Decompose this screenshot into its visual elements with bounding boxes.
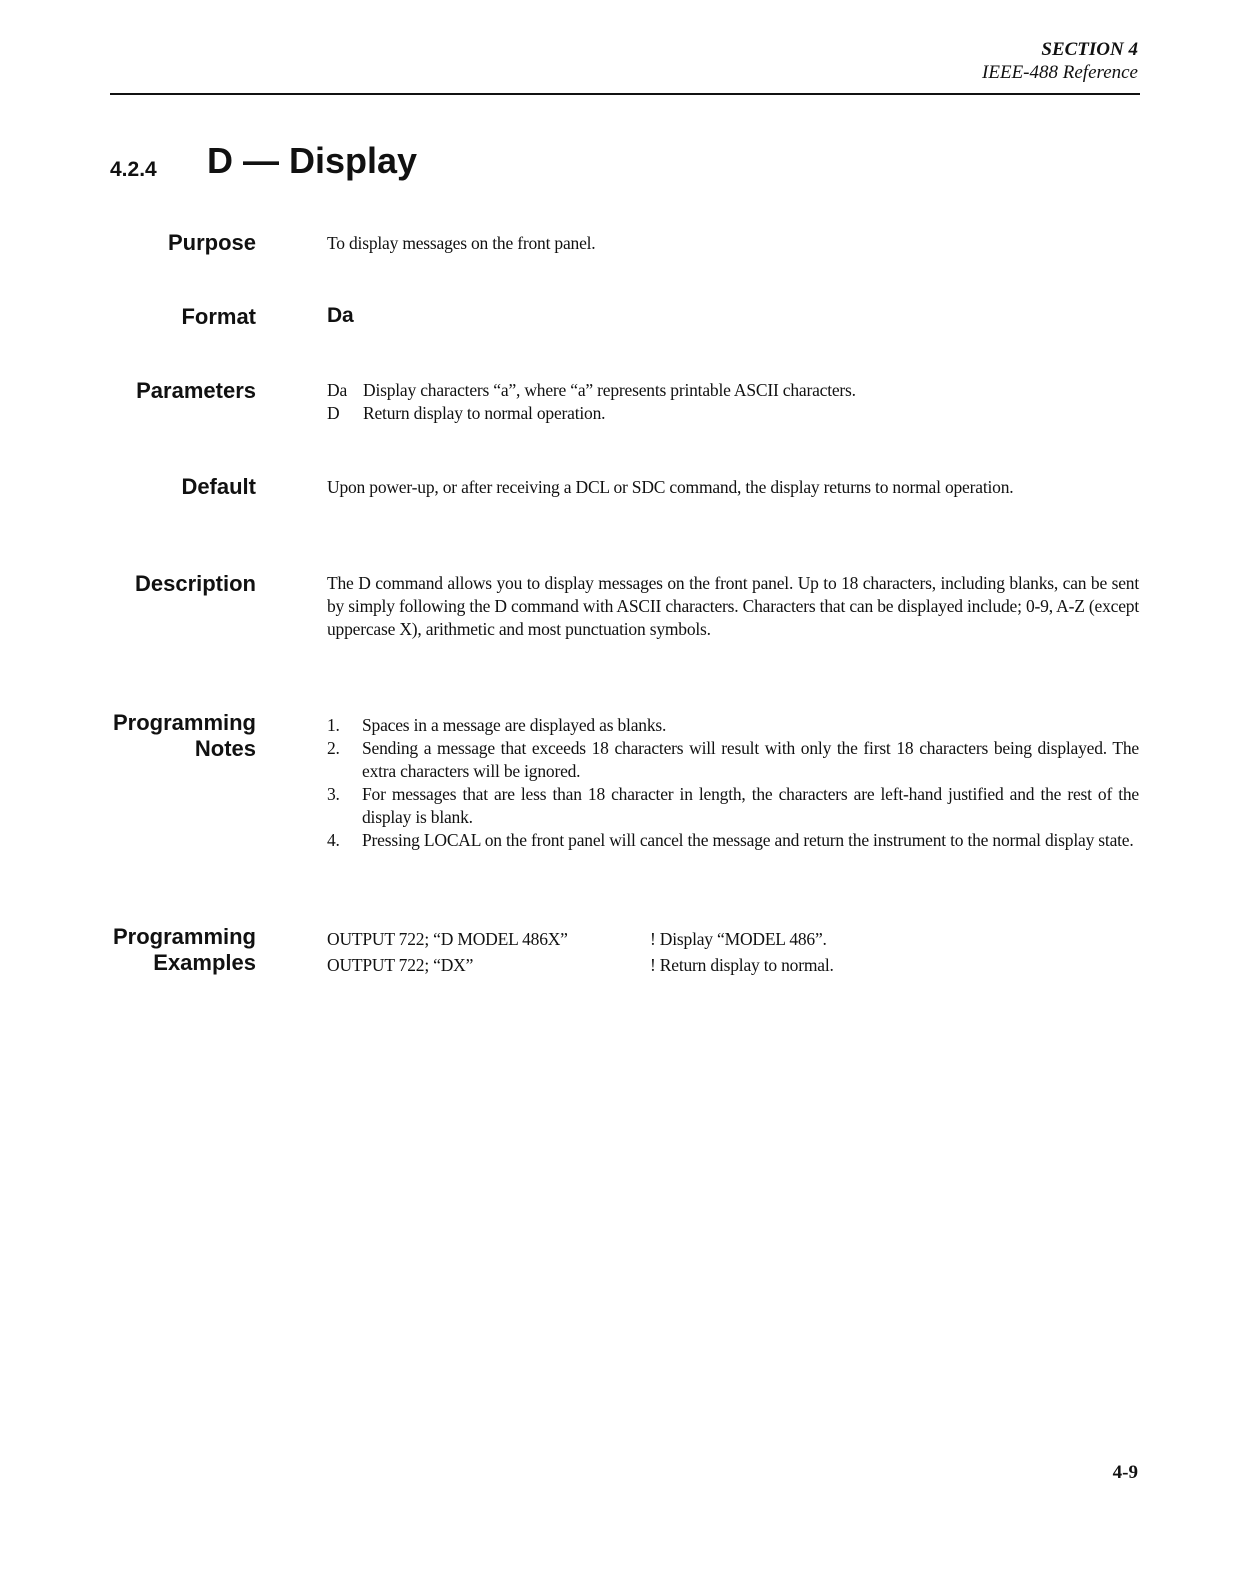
parameter-key: D [327,403,340,423]
programming-notes-label-line2: Notes [194,736,256,761]
example-code: OUTPUT 722; “DX” [327,955,474,975]
note-number: 4. [327,830,340,850]
note-item [327,737,1139,783]
note-text: Spaces in a message are displayed as blanks. [362,715,667,735]
example-line [327,954,1139,977]
header-rule [110,93,1140,95]
note-number: 2. [327,738,340,758]
parameter-item [327,379,1139,402]
programming-notes-list [327,714,1139,852]
note-text: Sending a message that exceeds 18 characters will result with only the first 18 characters being displayed. The extra characters will be ignored. [362,738,1139,781]
programming-notes-label-line1: Programming [112,710,256,735]
parameter-text: Return display to normal operation. [363,403,606,423]
parameter-item [327,402,1139,425]
example-comment: ! Display “MODEL 486”. [650,929,827,949]
format-label: Format [181,304,256,329]
example-line [327,928,1139,951]
parameters-label: Parameters [136,378,256,403]
note-number: 3. [327,784,340,804]
programming-examples-label-line1: Programming [112,924,256,949]
header-subtitle: IEEE-488 Reference [982,62,1138,83]
parameter-text: Display characters “a”, where “a” represents printable ASCII characters. [363,380,856,400]
programming-examples-label [16,924,256,976]
description-text: The D command allows you to display messages on the front panel. Up to 18 characters, including blanks, can be sent by simply following the D command with ASCII characters. Characters that can be displayed include; 0-9, A-Z (except uppercase X), arithmetic and most punctuation symbols. [327,573,1139,639]
example-comment: ! Return display to normal. [650,955,834,975]
note-text: For messages that are less than 18 character in length, the characters are left-hand justified and the rest of the display is blank. [362,784,1139,827]
note-item [327,714,1139,737]
parameters-list [327,379,1139,425]
header-section: SECTION 4 [1041,39,1138,60]
note-number: 1. [327,715,340,735]
parameter-key: Da [327,380,348,400]
page-number: 4-9 [1112,1462,1138,1483]
purpose-text: To display messages on the front panel. [327,233,596,253]
description-label: Description [134,571,256,596]
default-label: Default [181,474,256,499]
section-heading: D — Display [207,140,418,181]
example-code: OUTPUT 722; “D MODEL 486X” [327,929,568,949]
section-number: 4.2.4 [110,158,157,181]
running-header [982,38,1138,84]
purpose-label: Purpose [167,230,256,255]
note-item [327,829,1139,852]
note-item [327,783,1139,829]
programming-examples-list [327,928,1139,980]
programming-examples-label-line2: Examples [153,950,256,975]
programming-notes-label [16,710,256,762]
default-text: Upon power-up, or after receiving a DCL or SDC command, the display returns to normal operation. [327,477,1014,497]
format-value: Da [327,304,354,327]
note-text: Pressing LOCAL on the front panel will cancel the message and return the instrument to the normal display state. [362,830,1134,850]
